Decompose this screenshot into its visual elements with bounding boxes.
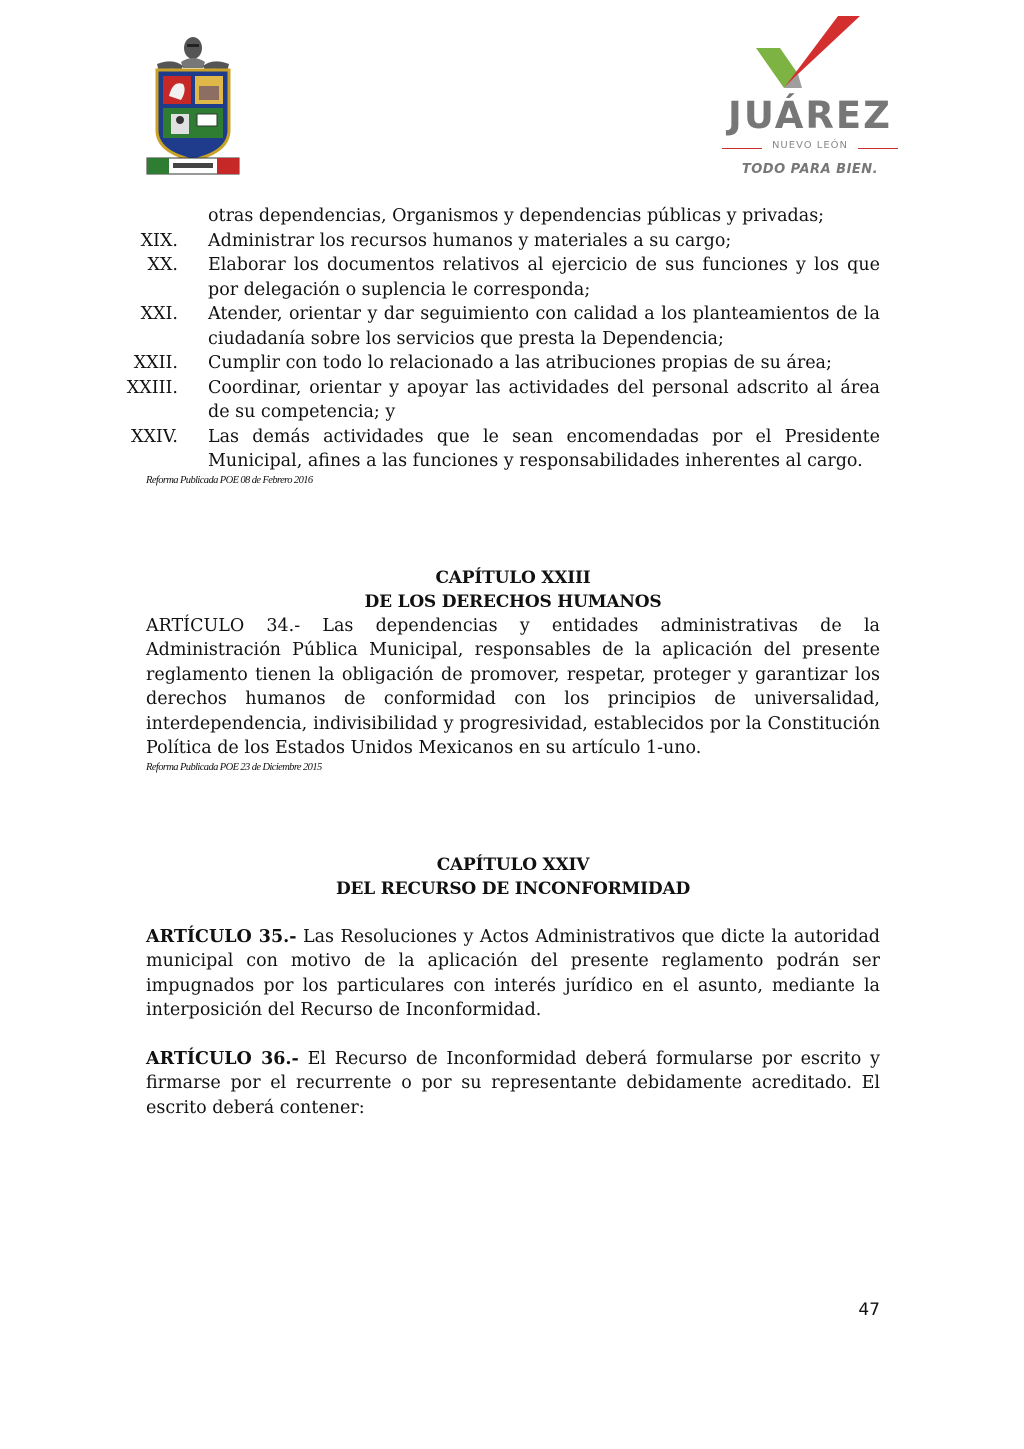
list-number: XXIII. [126, 377, 178, 398]
chapter-title: CAPÍTULO XXIII [435, 567, 591, 588]
list-text: Elaborar los documentos relativos al ejercicio de sus funciones y los que por delegación o suplencia le corresponda; [208, 255, 880, 300]
list-text: Las demás actividades que le sean encomendadas por el Presidente Municipal, afines a las funciones y responsabilidades inherentes al cargo. [208, 426, 880, 471]
article-text: El Recurso de Inconformidad deberá formularse por escrito y firmarse por el recurrente o por su representante debidamente acreditado. El escrito deberá contener: [146, 1048, 880, 1118]
chapter-title: CAPÍTULO XXIV [436, 854, 590, 875]
document-body [126, 204, 880, 1120]
reform-note: Reforma Publicada POE 23 de Diciembre 2015 [146, 761, 322, 773]
juarez-brand-logo [718, 12, 898, 177]
list-number: XIX. [140, 230, 178, 251]
list-text: Coordinar, orientar y apoyar las actividades del personal adscrito al área de su competencia; y [208, 377, 880, 422]
article-35 [146, 925, 880, 1023]
municipal-crest-logo [143, 34, 243, 184]
list-text: Atender, orientar y dar seguimiento con calidad a los planteamientos de la ciudadanía sobre los servicios que presta la Dependencia; [208, 304, 880, 349]
article-label: ARTÍCULO 34.- [146, 615, 301, 636]
list-text: Cumplir con todo lo relacionado a las atribuciones propias de su área; [208, 353, 832, 373]
brand-slogan: TODO PARA BIEN. [741, 162, 879, 177]
list-item [126, 376, 880, 425]
article-34 [146, 614, 880, 761]
list-item [133, 351, 880, 376]
brand-state-row [722, 140, 898, 156]
brand-state: NUEVO LEÓN [771, 140, 849, 151]
brand-name: JUÁREZ [728, 94, 892, 137]
list-text: Administrar los recursos humanos y materiales a su cargo; [208, 230, 732, 251]
chapter-subtitle: DE LOS DERECHOS HUMANOS [364, 591, 662, 612]
article-text: Las Resoluciones y Actos Administrativos que dicte la autoridad municipal con motivo de la aplicación del presente reglamento podrán ser impugnados por los particulares con interés jurídico en el asunto, mediante la interposición del Recurso de Inconformidad. [146, 926, 880, 1020]
list-item [131, 425, 880, 474]
list-item [146, 253, 880, 302]
article-text: Las dependencias y entidades administrativas de la Administración Pública Municipal, responsables de la aplicación del presente reglamento tienen la obligación de promover, respetar, proteger y garantizar los derechos humanos de conformidad con los principios de universalidad, interdependencia, indivisibilidad y progresividad, establecidos por la Constitución Política de los Estados Unidos Mexicanos en su artículo 1-uno. [146, 615, 880, 758]
chapter-subtitle: DEL RECURSO DE INCONFORMIDAD [336, 878, 690, 899]
list-number: XXIV. [131, 426, 178, 447]
reform-note: Reforma Publicada POE 08 de Febrero 2016 [146, 474, 313, 486]
article-36 [146, 1047, 880, 1121]
list-item [140, 302, 880, 351]
article-label: ARTÍCULO 36.- [146, 1048, 299, 1069]
divider-line [858, 148, 898, 149]
list-number: XX. [147, 255, 178, 275]
list-item [140, 229, 880, 254]
checkmark-icon [718, 12, 898, 92]
list-number: XXII. [133, 353, 178, 373]
list-number: XXI. [140, 304, 178, 324]
article-label: ARTÍCULO 35.- [146, 926, 297, 947]
page-number: 47 [858, 1300, 880, 1320]
list-continuation: otras dependencias, Organismos y dependencias públicas y privadas; [208, 206, 825, 226]
